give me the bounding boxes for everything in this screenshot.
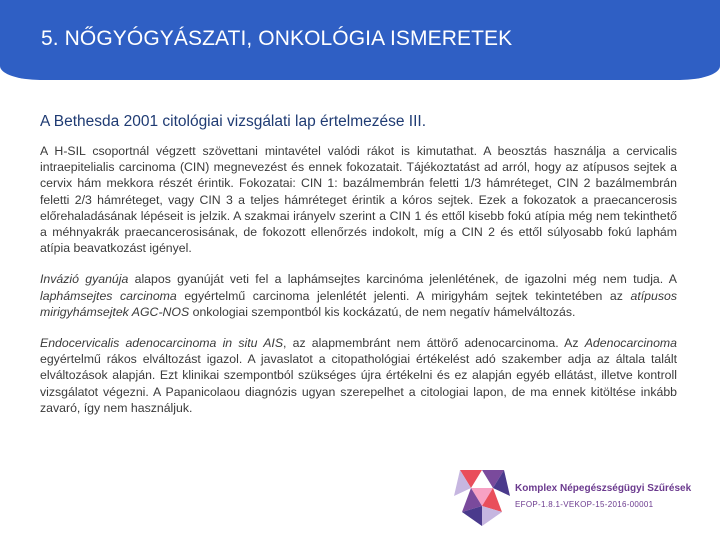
slide-subtitle: A Bethesda 2001 citológiai vizsgálati lap értelmezése III. xyxy=(40,113,427,130)
paragraph-invasion xyxy=(40,271,677,320)
program-logo xyxy=(448,460,716,536)
term-agc-nos: atípusos mirigyhámsejtek AGC-NOS xyxy=(40,288,677,319)
logo-program-name: Komplex Népegészségügyi Szűrések xyxy=(515,483,692,494)
logo-program-code: EFOP-1.8.1-VEKOP-15-2016-00001 xyxy=(515,500,654,509)
term-adenocarcinoma: Adenocarcinoma xyxy=(584,336,678,351)
term-squamous-carcinoma: laphámsejtes carcinoma xyxy=(40,288,177,303)
paragraph-hsil: A H-SIL csoportnál végzett szövettani mintavétel valódi rákot is kimutathat. A beosztás használja a cervicalis intraepitelialis carcinoma (CIN) megnevezést és ennek fokozatait. Tájékoztatást ad arról, hogy az atípusos sejtek a cervix hám mekkora részét érintik. Fokozatai: CIN 1: bazálmembrán feletti 1/3 hámréteget, CIN 2 bazálmembrán feletti 2/3 hámréteget, vagy CIN 3 a teljes hámréteget érintik a kóros sejtek. Ezek a fokozatok a praecancerosis előrehaladásának lépéseit is jelzik. A szakmai irányelv szerint a CIN 1 és ettől kisebb fokú atípia még nem tekinthető a méhnyakrák praecancerosisának, de fokozott ellenőrzés indokolt, míg a CIN 2 és ettől súlyosabb fokú laphám atípia beavatkozást igényel. xyxy=(40,144,677,256)
paragraph-text: , az alapmembránt nem áttörő adenocarcinoma. Az xyxy=(283,336,585,351)
slide-title: 5. NŐGYÓGYÁSZATI, ONKOLÓGIA ISMERETEK xyxy=(41,27,513,50)
term-invasion: Invázió gyanúja xyxy=(40,272,129,287)
paragraph-text: onkologiai szempontból kis kockázatú, de nem negatív hámelváltozás. xyxy=(189,304,576,319)
paragraph-text: egyértelmű carcinoma jelenlétét jelenti. A mirigyhám sejtek tekintetében az xyxy=(176,288,631,303)
header-band xyxy=(0,0,720,80)
paragraph-text: alapos gyanúját veti fel a laphámsejtes karcinóma jelenlétének, de igazolni még nem tudja. A xyxy=(128,272,677,287)
slide-body xyxy=(40,143,677,431)
logo-mark-icon xyxy=(452,466,512,528)
term-ais: Endocervicalis adenocarcinoma in situ AIS xyxy=(40,336,284,351)
paragraph-adenocarcinoma xyxy=(40,335,677,416)
paragraph-text: egyértelmű rákos elváltozást igazol. A javaslatot a citopathológiai értékelést adó szakember adja az általa talált elváltozások alapján. Ezt klinikai szempontból szükséges újra értékelni és ez alapján egyéb ellátást, illetve kontroll vizsgálatot végezni. A Papanicolaou diagnózis ugyan szerepelhet a citologiai lapon, de ma ennek kitöltése inkább zavaró, így nem használjuk. xyxy=(40,352,677,415)
